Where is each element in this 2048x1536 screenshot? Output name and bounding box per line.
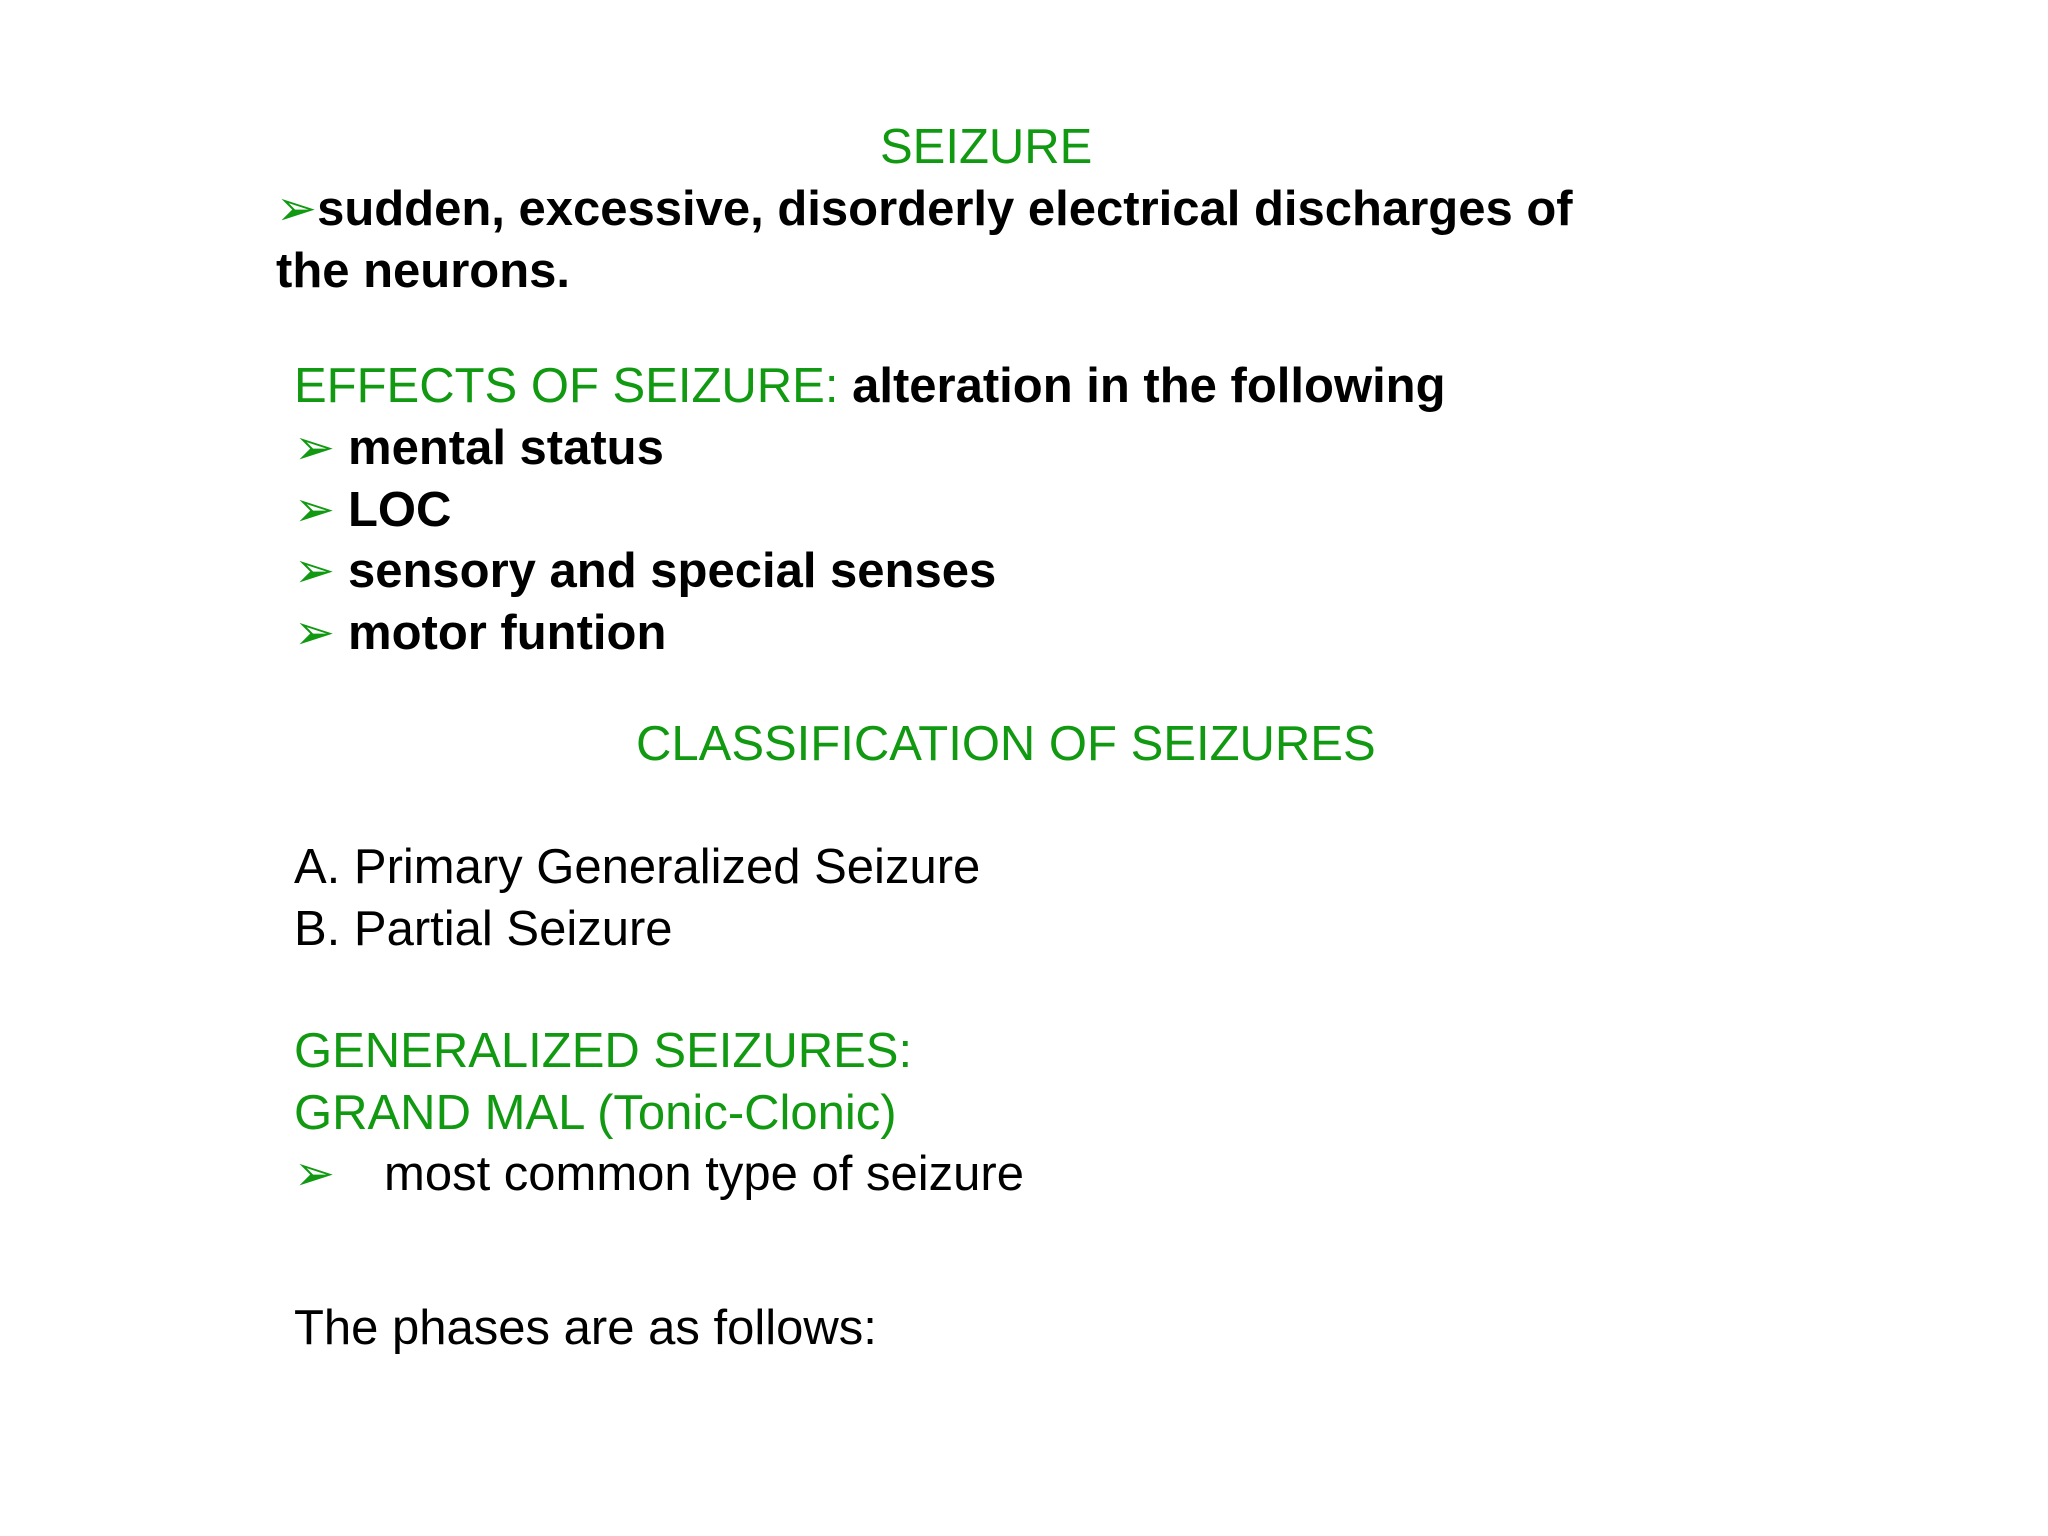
phases-text: The phases are as follows: xyxy=(294,1301,877,1355)
arrow-bullet-icon: ➢ xyxy=(294,606,336,660)
classification-item: B. Partial Seizure xyxy=(294,902,673,956)
effects-item xyxy=(294,602,666,664)
generalized-heading: GENERALIZED SEIZURES: xyxy=(294,1024,913,1078)
effects-item-label: LOC xyxy=(348,483,452,537)
effects-item-label: sensory and special senses xyxy=(348,544,997,598)
generalized-item-label: most common type of seizure xyxy=(384,1147,1024,1201)
effects-heading-line xyxy=(294,355,1446,417)
generalized-item xyxy=(294,1143,1024,1205)
generalized-subheading: GRAND MAL (Tonic-Clonic) xyxy=(294,1086,897,1140)
arrow-bullet-icon: ➢ xyxy=(294,544,336,598)
effects-item-label: motor funtion xyxy=(348,606,667,660)
effects-item xyxy=(294,540,996,602)
definition-line-1 xyxy=(276,178,1573,240)
definition-line-2: the neurons. xyxy=(276,244,571,298)
effects-item-label: mental status xyxy=(348,421,664,475)
arrow-bullet-icon: ➢ xyxy=(294,1147,336,1201)
arrow-bullet-icon: ➢ xyxy=(294,483,336,537)
effects-item xyxy=(294,479,451,541)
arrow-bullet-icon: ➢ xyxy=(276,182,318,236)
effects-item xyxy=(294,417,664,479)
slide-title: SEIZURE xyxy=(880,120,1093,174)
arrow-bullet-icon: ➢ xyxy=(294,421,336,475)
effects-intro: alteration in the following xyxy=(852,359,1446,413)
classification-item: A. Primary Generalized Seizure xyxy=(294,840,981,894)
classification-heading: CLASSIFICATION OF SEIZURES xyxy=(636,717,1376,771)
effects-heading: EFFECTS OF SEIZURE: xyxy=(294,359,839,413)
definition-text-1: sudden, excessive, disorderly electrical discharges of xyxy=(317,182,1573,236)
